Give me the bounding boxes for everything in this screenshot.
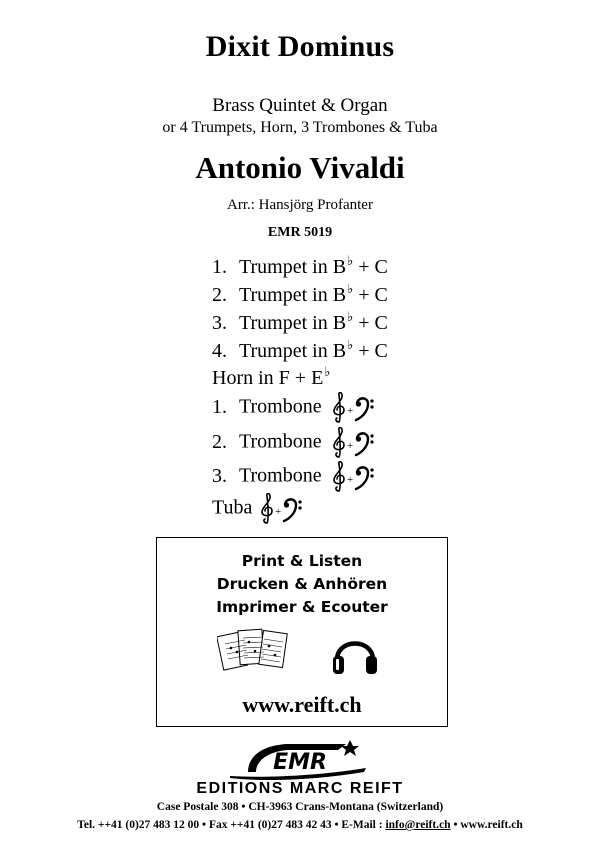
part-suffix: + C xyxy=(358,312,388,334)
clef-plus: + xyxy=(346,474,353,486)
flat-symbol: ♭ xyxy=(347,281,354,296)
promo-line-fr: Imprimer & Ecouter xyxy=(216,598,388,616)
sheet-music-icon xyxy=(217,626,293,678)
flat-symbol: ♭ xyxy=(347,253,354,268)
part-trumpet-3 xyxy=(212,303,388,334)
part-suffix: + C xyxy=(358,284,388,306)
treble-clef-icon xyxy=(334,462,344,491)
bass-clef-icon xyxy=(284,499,302,521)
treble-clef-icon xyxy=(262,494,272,523)
publisher-address: Case Postale 308 • CH-3963 Crans-Montana (Switzerland) xyxy=(156,801,444,813)
part-name: Trombone xyxy=(239,395,322,418)
part-trumpet-4 xyxy=(212,331,388,362)
title: Dixit Dominus xyxy=(205,30,395,63)
clef-pair xyxy=(258,493,306,525)
part-suffix: + C xyxy=(358,256,388,278)
part-number: 3. xyxy=(212,464,227,487)
clef-pair xyxy=(330,392,378,424)
part-tuba xyxy=(212,493,306,521)
part-name: Trumpet in B xyxy=(239,284,347,306)
part-trombone-1 xyxy=(212,392,378,420)
part-number: 2. xyxy=(212,430,227,453)
bass-clef-icon xyxy=(356,398,374,420)
part-name: Tuba xyxy=(212,496,253,519)
part-name: Trombone xyxy=(239,430,322,453)
part-name: Trumpet in B xyxy=(239,256,347,278)
clef-pair xyxy=(330,427,378,459)
clef-pair xyxy=(330,461,378,493)
promo-line-en: Print & Listen xyxy=(241,552,363,570)
contact-email-link[interactable]: info@reift.ch xyxy=(385,819,451,831)
composer: Antonio Vivaldi xyxy=(195,150,405,185)
flat-symbol: ♭ xyxy=(324,364,331,379)
part-number: 3. xyxy=(212,312,227,334)
flat-symbol: ♭ xyxy=(347,309,354,324)
publisher-name: EDITIONS MARC REIFT xyxy=(196,780,404,797)
contact-website[interactable]: • www.reift.ch xyxy=(450,819,523,831)
part-number: 4. xyxy=(212,340,227,362)
part-horn xyxy=(212,358,331,389)
bass-clef-icon xyxy=(356,467,374,489)
alt-scoring: or 4 Trumpets, Horn, 3 Trombones & Tuba xyxy=(162,119,438,136)
print-listen-box xyxy=(156,537,448,727)
part-number: 2. xyxy=(212,284,227,306)
part-name: Trombone xyxy=(239,464,322,487)
part-number: 1. xyxy=(212,395,227,418)
clef-plus: + xyxy=(346,405,353,417)
flat-symbol: ♭ xyxy=(347,337,354,352)
part-name: Trumpet in B xyxy=(239,340,347,362)
logo-text: EMR xyxy=(273,750,327,775)
part-trumpet-2 xyxy=(212,275,388,306)
clef-plus: + xyxy=(346,440,353,452)
part-trombone-3 xyxy=(212,461,378,489)
clef-plus: + xyxy=(275,506,282,518)
contact-phone-fax: Tel. ++41 (0)27 483 12 00 • Fax ++41 (0)27 483 42 43 • E-Mail : xyxy=(77,819,386,831)
bass-clef-icon xyxy=(356,433,374,455)
emr-logo-icon xyxy=(226,738,374,782)
part-name: Horn in F + E xyxy=(212,367,324,389)
catalog-number: EMR 5019 xyxy=(267,225,333,240)
part-number: 1. xyxy=(212,256,227,278)
arranger: Arr.: Hansjörg Profanter xyxy=(227,197,373,213)
part-name: Trumpet in B xyxy=(239,312,347,334)
subtitle: Brass Quintet & Organ xyxy=(212,95,388,116)
promo-line-de: Drucken & Anhören xyxy=(216,575,388,593)
part-trombone-2 xyxy=(212,427,378,455)
treble-clef-icon xyxy=(334,428,344,457)
headphones-icon xyxy=(329,628,381,680)
treble-clef-icon xyxy=(334,393,344,422)
part-suffix: + C xyxy=(358,340,388,362)
publisher-contact xyxy=(0,819,600,831)
part-trumpet-1 xyxy=(212,247,388,278)
promo-website[interactable]: www.reift.ch xyxy=(242,692,362,717)
